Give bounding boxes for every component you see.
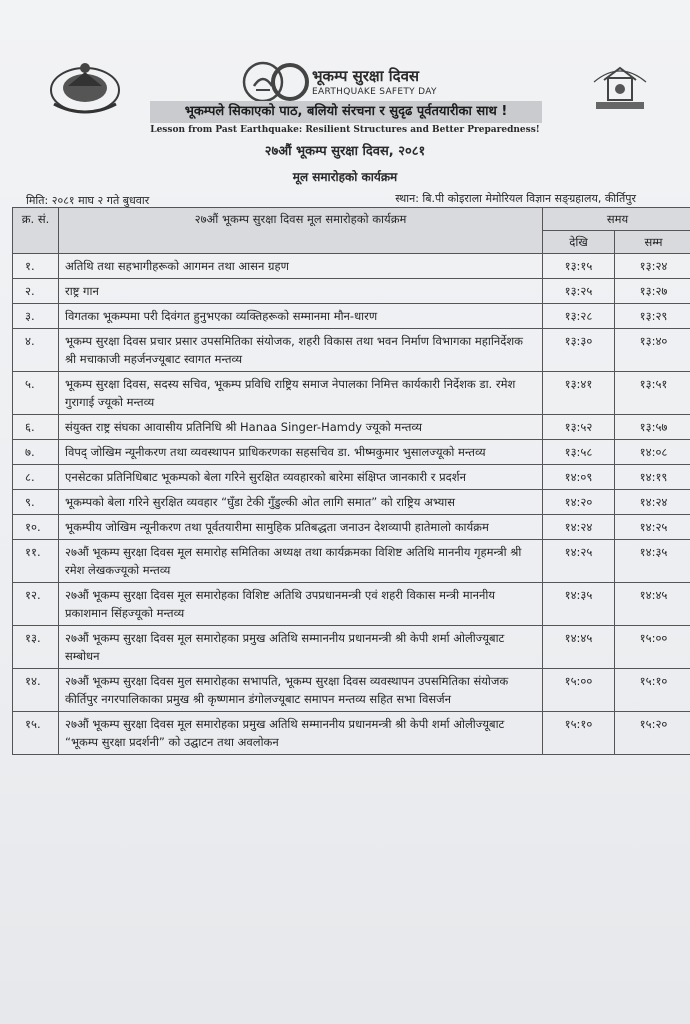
nset-emblem-icon <box>584 58 656 118</box>
column-header-time: समय <box>543 208 690 231</box>
row-program-item: राष्ट्र गान <box>59 279 543 304</box>
row-time-from: १४:२० <box>543 490 615 515</box>
row-time-to: १३:४० <box>615 329 690 372</box>
row-time-from: १४:२४ <box>543 515 615 540</box>
row-program-item: संयुक्त राष्ट्र संघका आवासीय प्रतिनिधि श्री Hanaa Singer-Hamdy ज्यूको मन्तव्य <box>59 415 543 440</box>
row-program-item: २७औं भूकम्प सुरक्षा दिवस मूल समारोहका प्रमुख अतिथि सम्माननीय प्रधानमन्त्री श्री केपी शर्मा ओलीज्यूबाट “भूकम्प सुरक्षा प्रदर्शनी” को उद्घाटन तथा अवलोकन <box>59 712 543 755</box>
row-program-item: २७औं भूकम्प सुरक्षा दिवस मूल समारोह समितिका अध्यक्ष तथा कार्यक्रमका विशिष्ट अतिथि माननीय गृहमन्त्री श्री रमेश लेखकज्यूको मन्तव्य <box>59 540 543 583</box>
program-date: मिति: २०८१ माघ २ गते बुधवार <box>26 194 150 207</box>
row-serial: १. <box>13 254 59 279</box>
brand-27-logo-icon <box>240 60 310 104</box>
row-serial: १५. <box>13 712 59 755</box>
program-schedule-table <box>12 207 690 755</box>
row-time-from: १५:१० <box>543 712 615 755</box>
column-header-from: देखि <box>543 231 615 254</box>
row-program-item: अतिथि तथा सहभागीहरूको आगमन तथा आसन ग्रहण <box>59 254 543 279</box>
row-time-from: १४:४५ <box>543 626 615 669</box>
table-row <box>13 415 690 440</box>
row-serial: ६. <box>13 415 59 440</box>
row-time-to: १५:१० <box>615 669 690 712</box>
row-program-item: भूकम्पीय जोखिम न्यूनीकरण तथा पूर्वतयारीमा सामुहिक प्रतिबद्धता जनाउन देशव्यापी हातेमालो कार्यक्रम <box>59 515 543 540</box>
row-time-from: १३:५२ <box>543 415 615 440</box>
row-serial: २. <box>13 279 59 304</box>
row-serial: ४. <box>13 329 59 372</box>
row-time-from: १३:२५ <box>543 279 615 304</box>
table-row <box>13 465 690 490</box>
row-time-to: १४:३५ <box>615 540 690 583</box>
brand-title: भूकम्प सुरक्षा दिवस <box>312 67 420 85</box>
row-time-to: १३:२९ <box>615 304 690 329</box>
table-row <box>13 304 690 329</box>
table-row <box>13 490 690 515</box>
row-serial: ३. <box>13 304 59 329</box>
row-serial: १३. <box>13 626 59 669</box>
brand-subtitle: EARTHQUAKE SAFETY DAY <box>312 87 437 97</box>
row-program-item: भूकम्प सुरक्षा दिवस, सदस्य सचिव, भूकम्प प्रविधि राष्ट्रिय समाज नेपालका निमित्त कार्यकारी निर्देशक डा. रमेश गुरागाई ज्यूको मन्तव्य <box>59 372 543 415</box>
row-serial: १४. <box>13 669 59 712</box>
row-time-to: १४:२४ <box>615 490 690 515</box>
table-row <box>13 583 690 626</box>
row-time-from: १३:४१ <box>543 372 615 415</box>
row-serial: ११. <box>13 540 59 583</box>
row-serial: ८. <box>13 465 59 490</box>
row-program-item: भूकम्प सुरक्षा दिवस प्रचार प्रसार उपसमितिका संयोजक, शहरी विकास तथा भवन निर्माण विभागका महानिर्देशक श्री मचाकाजी महर्जनज्यूबाट स्वागत मन्तव्य <box>59 329 543 372</box>
program-title: मूल समारोहको कार्यक्रम <box>292 170 398 184</box>
row-serial: ५. <box>13 372 59 415</box>
row-program-item: एनसेटका प्रतिनिधिबाट भूकम्पको बेला गरिने सुरक्षित व्यवहारको बारेमा संक्षिप्त जानकारी र प्रदर्शन <box>59 465 543 490</box>
schedule-body <box>13 254 690 755</box>
row-time-to: १५:२० <box>615 712 690 755</box>
row-time-from: १३:५८ <box>543 440 615 465</box>
slogan-english: Lesson from Past Earthquake: Resilient Structures and Better Preparedness! <box>150 125 540 135</box>
table-row <box>13 515 690 540</box>
row-time-from: १३:१५ <box>543 254 615 279</box>
row-time-to: १४:४५ <box>615 583 690 626</box>
slogan-nepali: भूकम्पले सिकाएको पाठ, बलियो संरचना र सुदृढ पूर्वतयारीका साथ ! <box>150 101 542 123</box>
column-header-serial: क्र. सं. <box>13 208 59 254</box>
row-time-to: १४:१९ <box>615 465 690 490</box>
table-row <box>13 712 690 755</box>
row-program-item: २७औं भूकम्प सुरक्षा दिवस मूल समारोहका प्रमुख अतिथि सम्माननीय प्रधानमन्त्री श्री केपी शर्मा ओलीज्यूबाट सम्बोधन <box>59 626 543 669</box>
table-row <box>13 329 690 372</box>
row-program-item: २७औं भूकम्प सुरक्षा दिवस मूल समारोहका विशिष्ट अतिथि उपप्रधानमन्त्री एवं शहरी विकास मन्त्री माननीय प्रकाशमान सिंहज्यूको मन्तव्य <box>59 583 543 626</box>
row-time-from: १३:२८ <box>543 304 615 329</box>
row-time-to: १३:२७ <box>615 279 690 304</box>
row-time-from: १४:२५ <box>543 540 615 583</box>
row-time-to: १३:५७ <box>615 415 690 440</box>
row-serial: ७. <box>13 440 59 465</box>
row-time-from: १५:०० <box>543 669 615 712</box>
table-row <box>13 372 690 415</box>
row-time-from: १३:३० <box>543 329 615 372</box>
table-row <box>13 254 690 279</box>
table-row <box>13 669 690 712</box>
edition-heading: २७औं भूकम्प सुरक्षा दिवस, २०८१ <box>264 144 426 159</box>
row-time-to: १३:५१ <box>615 372 690 415</box>
row-serial: ९. <box>13 490 59 515</box>
row-time-from: १४:०९ <box>543 465 615 490</box>
row-program-item: विगतका भूकम्पमा परी दिवंगत हुनुभएका व्यक्तिहरूको सम्मानमा मौन-धारण <box>59 304 543 329</box>
column-header-program: २७औं भूकम्प सुरक्षा दिवस मूल समारोहको कार्यक्रम <box>59 208 543 254</box>
row-time-to: १५:०० <box>615 626 690 669</box>
column-header-to: सम्म <box>615 231 690 254</box>
table-row <box>13 279 690 304</box>
row-time-from: १४:३५ <box>543 583 615 626</box>
government-emblem-icon <box>46 58 124 118</box>
row-time-to: १४:०८ <box>615 440 690 465</box>
row-serial: १०. <box>13 515 59 540</box>
row-program-item: २७औं भूकम्प सुरक्षा दिवस मुल समारोहका सभापति, भूकम्प सुरक्षा दिवस व्यवस्थापन उपसमितिका संयोजक कीर्तिपुर नगरपालिकाका प्रमुख श्री कृष्णमान डंगोलज्यूबाट समापन मन्तव्य सहित सभा विसर्जन <box>59 669 543 712</box>
row-program-item: विपद् जोखिम न्यूनीकरण तथा व्यवस्थापन प्राधिकरणका सहसचिव डा. भीष्मकुमार भुसालज्यूको मन्तव्य <box>59 440 543 465</box>
row-time-to: १३:२४ <box>615 254 690 279</box>
table-row <box>13 440 690 465</box>
table-row <box>13 540 690 583</box>
row-program-item: भूकम्पको बेला गरिने सुरक्षित व्यवहार “घुँडा टेकी गुँडुल्की ओत लागि समात” को राष्ट्रिय अभ्यास <box>59 490 543 515</box>
program-venue: स्थान: बि.पी कोइराला मेमोरियल विज्ञान सङ्ग्रहालय, कीर्तिपुर <box>395 192 636 205</box>
table-row <box>13 626 690 669</box>
row-time-to: १४:२५ <box>615 515 690 540</box>
row-serial: १२. <box>13 583 59 626</box>
